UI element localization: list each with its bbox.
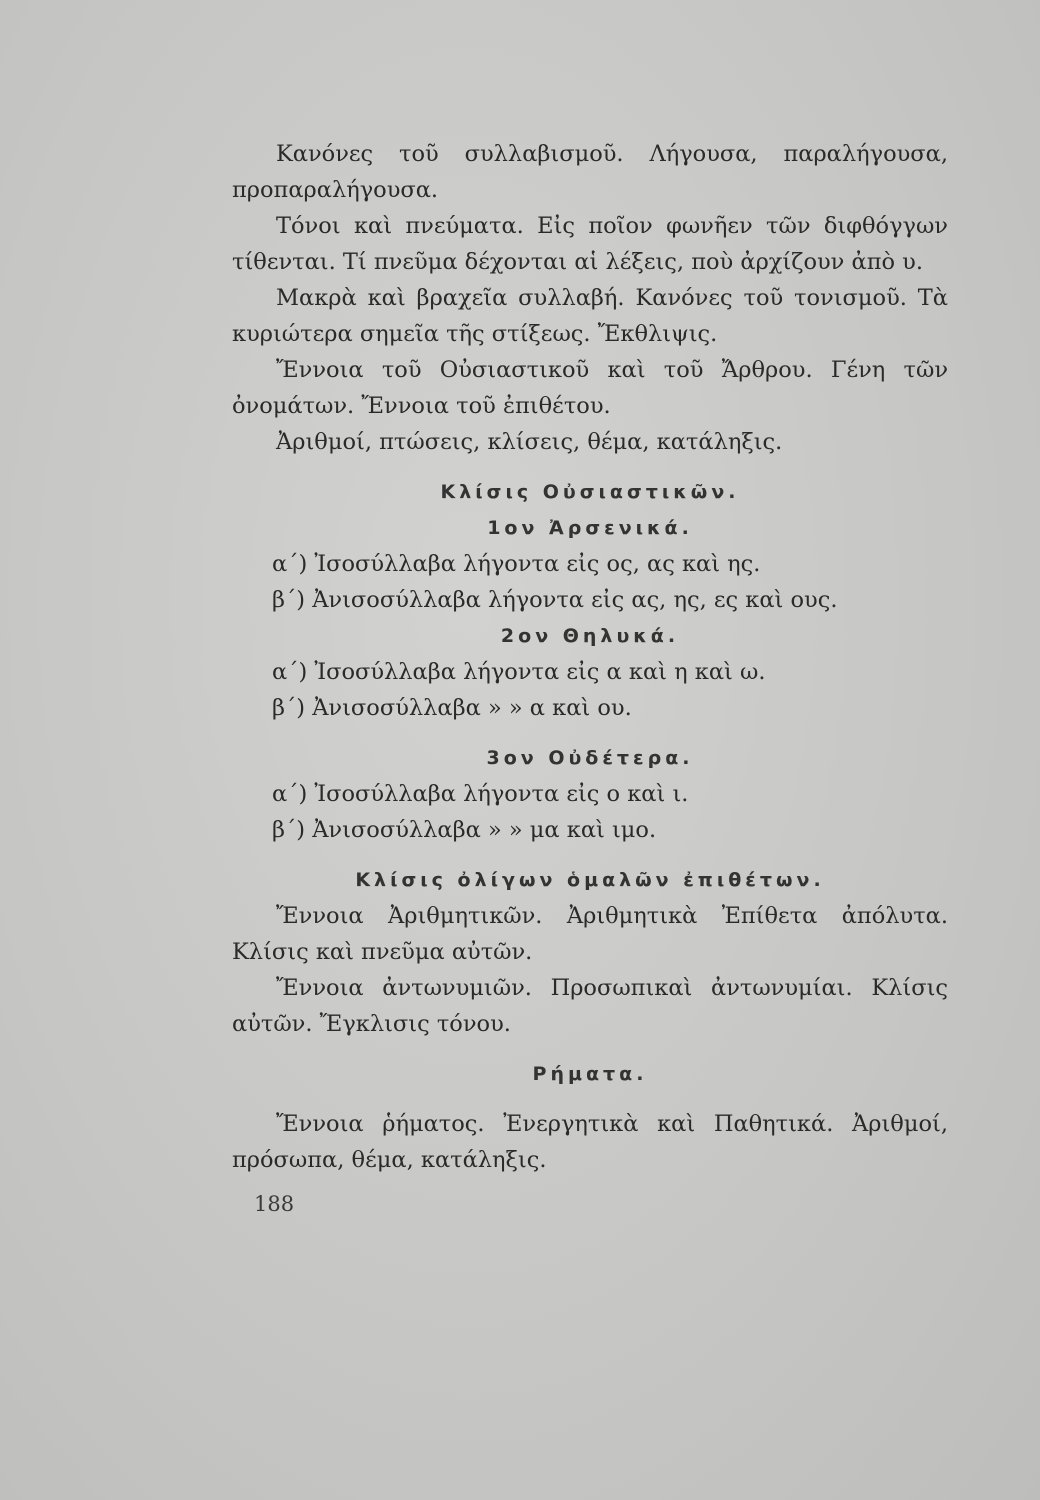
heading-verbs: Ρήματα. xyxy=(532,1063,648,1085)
paragraph-syllable-length: Μακρὰ καὶ βραχεῖα συλλαβή. Κανόνες τοῦ τονισμοῦ. Τὰ κυριώτερα σημεῖα τῆς στίξεως. Ἔκθλιψις. xyxy=(232,285,948,347)
list-item-neuter-b: β΄) Ἀνισοσύλλαβα » » μα καὶ ιμο. xyxy=(272,817,657,843)
paragraph-accents-breathings: Τόνοι καὶ πνεύματα. Εἰς ποῖον φωνῆεν τῶν διφθόγγων τίθενται. Τί πνεῦμα δέχονται αἱ λέξεις, ποὺ ἀρχίζουν ἀπὸ υ. xyxy=(232,213,948,275)
list-item-neuter-a: α΄) Ἰσοσύλλαβα λήγοντα εἰς ο καὶ ι. xyxy=(272,781,689,807)
list-item-feminine-b: β΄) Ἀνισοσύλλαβα » » α καὶ ου. xyxy=(272,695,632,721)
list-item-masculine-a: α΄) Ἰσοσύλλαβα λήγοντα εἰς ος, ας καὶ ης. xyxy=(272,551,761,577)
paragraph-numbers-cases: Ἀριθμοί, πτώσεις, κλίσεις, θέμα, κατάληξις. xyxy=(276,429,783,455)
page-text-block xyxy=(232,136,948,1178)
paragraph-numerals: Ἔννοια Ἀριθμητικῶν. Ἀριθμητικὰ Ἐπίθετα ἀπόλυτα. Κλίσις καὶ πνεῦμα αὐτῶν. xyxy=(232,903,948,965)
paragraph-pronouns: Ἔννοια ἀντωνυμιῶν. Προσωπικαὶ ἀντωνυμίαι. Κλίσις αὐτῶν. Ἔγκλισις τόνου. xyxy=(232,975,948,1037)
paragraph-verbs: Ἔννοια ῥήματος. Ἐνεργητικὰ καὶ Παθητικά. Ἀριθμοί, πρόσωπα, θέμα, κατάληξις. xyxy=(232,1111,948,1173)
heading-feminine: 2ον Θηλυκά. xyxy=(500,625,680,647)
list-item-feminine-a: α΄) Ἰσοσύλλαβα λήγοντα εἰς α καὶ η καὶ ω. xyxy=(272,659,766,685)
heading-masculine: 1ον Ἀρσενικά. xyxy=(487,517,693,539)
paragraph-noun-article: Ἔννοια τοῦ Οὐσιαστικοῦ καὶ τοῦ Ἄρθρου. Γένη τῶν ὀνομάτων. Ἔννοια τοῦ ἐπιθέτου. xyxy=(232,357,948,419)
paragraph-syllabification: Κανόνες τοῦ συλλαβισμοῦ. Λήγουσα, παραλήγουσα, προπαραλήγουσα. xyxy=(232,141,948,203)
heading-neuter: 3ον Οὐδέτερα. xyxy=(486,747,694,769)
heading-adjective-declension: Κλίσις ὀλίγων ὁμαλῶν ἐπιθέτων. xyxy=(355,869,825,891)
list-item-masculine-b: β΄) Ἀνισοσύλλαβα λήγοντα εἰς ας, ης, ες καὶ ους. xyxy=(272,587,838,613)
heading-noun-declension: Κλίσις Οὐσιαστικῶν. xyxy=(440,481,740,503)
page-number: 188 xyxy=(254,1192,295,1216)
